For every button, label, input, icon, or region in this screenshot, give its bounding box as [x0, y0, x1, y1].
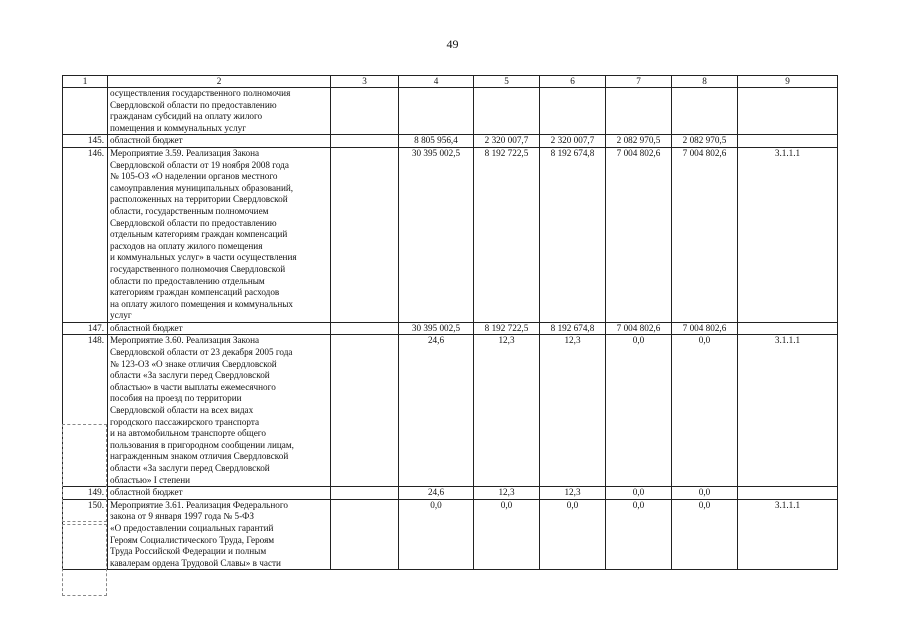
- row-number-cell: 147.: [63, 322, 108, 335]
- table-row: [63, 487, 838, 500]
- value-cell-3: [331, 499, 399, 570]
- empty-cell: [331, 88, 399, 135]
- value-cell-6: 8 192 674,8: [540, 322, 606, 335]
- column-header: 4: [399, 76, 474, 88]
- value-cell-5: 12,3: [474, 335, 540, 487]
- description-cell: Мероприятие 3.59. Реализация Закона Свердловской области от 19 ноября 2008 года № 105-ОЗ «О наделении органов местного самоуправления муниципальных образований, расположенных на территории Свердловской области, государственным полномочием Свердловской области по предоставлению отдельным категориям граждан компенсаций расходов на оплату жилого помещения и коммунальных услуг» в части осуществления государственного полномочия Свердловской области по предоставлению отдельным категориям граждан компенсаций расходов на оплату жилого помещения и коммунальных услуг: [108, 147, 331, 322]
- table-row: [63, 322, 838, 335]
- column-number-row: [63, 76, 838, 88]
- value-cell-9: 3.1.1.1: [738, 499, 838, 570]
- description-cell: Мероприятие 3.61. Реализация Федерального закона от 9 января 1997 года № 5-ФЗ «О предоставлении социальных гарантий Героям Социалистического Труда, Героям Труда Российской Федерации и полным кавалерам ордена Трудовой Славы» в части: [108, 499, 331, 570]
- row-number-cell: 148.: [63, 335, 108, 487]
- description-cell: осуществления государственного полномочия Свердловской области по предоставлению гражданам субсидий на оплату жилого помещения и коммунальных услуг: [108, 88, 331, 135]
- budget-table: [62, 75, 838, 570]
- column-header: 5: [474, 76, 540, 88]
- value-cell-5: 0,0: [474, 499, 540, 570]
- column-header: 9: [738, 76, 838, 88]
- value-cell-6: 8 192 674,8: [540, 147, 606, 322]
- row-number-cell: 146.: [63, 147, 108, 322]
- empty-cell: [540, 88, 606, 135]
- row-number-cell: [63, 88, 108, 135]
- description-cell: Мероприятие 3.60. Реализация Закона Свердловской области от 23 декабря 2005 года № 123-ОЗ «О знаке отличия Свердловской области «За заслуги перед Свердловской областью» в части выплаты ежемесячного пособия на проезд по территории Свердловской области на всех видах городского пассажирского транспорта и на автомобильном транспорте общего пользования в пригородном сообщении лицам, награжденным знаком отличия Свердловской области «За заслуги перед Свердловской областью» I степени: [108, 335, 331, 487]
- table-row: [63, 335, 838, 487]
- value-cell-8: 0,0: [672, 335, 738, 487]
- value-cell-9: 3.1.1.1: [738, 335, 838, 487]
- value-cell-3: [331, 147, 399, 322]
- value-cell-4: 8 805 956,4: [399, 135, 474, 148]
- value-cell-6: 0,0: [540, 499, 606, 570]
- value-cell-3: [331, 135, 399, 148]
- row-number-cell: 149.: [63, 487, 108, 500]
- value-cell-4: 30 395 002,5: [399, 147, 474, 322]
- value-cell-4: 0,0: [399, 499, 474, 570]
- column-header: 8: [672, 76, 738, 88]
- value-cell-6: 2 320 007,7: [540, 135, 606, 148]
- description-cell: областной бюджет: [108, 487, 331, 500]
- value-cell-9: 3.1.1.1: [738, 147, 838, 322]
- empty-cell: [672, 88, 738, 135]
- table-row: [63, 147, 838, 322]
- value-cell-8: 0,0: [672, 499, 738, 570]
- column-header: 6: [540, 76, 606, 88]
- page-number: 49: [446, 37, 459, 51]
- value-cell-8: 7 004 802,6: [672, 147, 738, 322]
- value-cell-7: 7 004 802,6: [606, 147, 672, 322]
- column-header: 3: [331, 76, 399, 88]
- row-number-cell: 145.: [63, 135, 108, 148]
- table-row-continuation: [63, 88, 838, 135]
- value-cell-9: [738, 487, 838, 500]
- description-cell: областной бюджет: [108, 322, 331, 335]
- budget-table-wrapper: [62, 75, 837, 570]
- column-header: 2: [108, 76, 331, 88]
- value-cell-3: [331, 322, 399, 335]
- value-cell-7: 2 082 970,5: [606, 135, 672, 148]
- value-cell-4: 24,6: [399, 335, 474, 487]
- empty-cell: [606, 88, 672, 135]
- value-cell-6: 12,3: [540, 487, 606, 500]
- value-cell-7: 0,0: [606, 487, 672, 500]
- value-cell-5: 2 320 007,7: [474, 135, 540, 148]
- description-cell: областной бюджет: [108, 135, 331, 148]
- value-cell-8: 7 004 802,6: [672, 322, 738, 335]
- empty-cell: [738, 88, 838, 135]
- value-cell-8: 0,0: [672, 487, 738, 500]
- empty-cell: [474, 88, 540, 135]
- value-cell-7: 0,0: [606, 335, 672, 487]
- column-header: 7: [606, 76, 672, 88]
- value-cell-7: 7 004 802,6: [606, 322, 672, 335]
- table-row: [63, 499, 838, 570]
- value-cell-3: [331, 335, 399, 487]
- value-cell-3: [331, 487, 399, 500]
- value-cell-9: [738, 135, 838, 148]
- registration-stamp-mark: [62, 524, 107, 596]
- table-row: [63, 135, 838, 148]
- value-cell-4: 30 395 002,5: [399, 322, 474, 335]
- value-cell-5: 12,3: [474, 487, 540, 500]
- value-cell-9: [738, 322, 838, 335]
- row-number-cell: 150.: [63, 499, 108, 570]
- column-header: 1: [63, 76, 108, 88]
- registration-stamp-mark: [62, 424, 107, 522]
- value-cell-7: 0,0: [606, 499, 672, 570]
- empty-cell: [399, 88, 474, 135]
- value-cell-8: 2 082 970,5: [672, 135, 738, 148]
- value-cell-4: 24,6: [399, 487, 474, 500]
- value-cell-5: 8 192 722,5: [474, 147, 540, 322]
- value-cell-5: 8 192 722,5: [474, 322, 540, 335]
- value-cell-6: 12,3: [540, 335, 606, 487]
